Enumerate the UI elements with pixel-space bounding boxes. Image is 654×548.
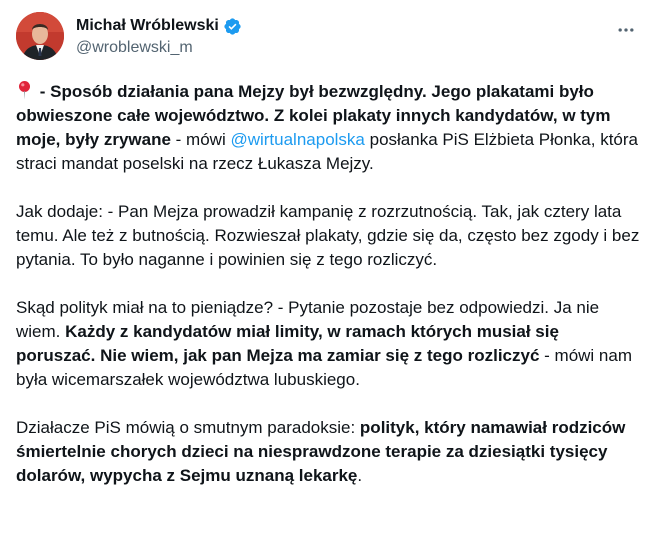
tweet-header	[16, 12, 638, 62]
more-options-icon[interactable]	[614, 18, 638, 42]
mention-link[interactable]: @wirtualnapolska	[230, 130, 365, 149]
tweet-text-segment: - mówi	[170, 130, 231, 149]
tweet-paragraph-4	[16, 416, 640, 488]
author-names	[76, 16, 242, 57]
pushpin-icon	[16, 80, 33, 100]
display-name-row	[76, 16, 242, 36]
tweet-text-segment: Jak dodaje: - Pan Mejza prowadził kampanię z rozrzutnością. Tak, jak cztery lata temu. Ale też z butnością. Rozwieszał plakaty, gdzie się da, często bez zgody i bez pytania. To było naganne i powinien się z tego rozliczyć.	[16, 202, 640, 269]
tweet-text-segment: .	[357, 466, 363, 485]
tweet-text	[16, 80, 640, 512]
author-display-name[interactable]: Michał Wróblewski	[76, 17, 219, 34]
tweet-text-segment: posłanka PiS Elżbieta Płonka, która straci mandat poselski na rzecz Łukasza Mejzy.	[16, 130, 638, 173]
verified-badge-icon	[223, 17, 242, 36]
tweet-bold-quote-2: Każdy z kandydatów miał limity, w ramach których musiał się poruszać. Nie wiem, jak pan Mejza ma zamiar się z tego rozliczyć	[16, 322, 559, 365]
avatar[interactable]	[16, 12, 64, 60]
tweet-paragraph-1	[16, 80, 640, 176]
tweet-text-segment: Skąd polityk miał na to pieniądze? - Pytanie pozostaje bez odpowiedzi. Ja nie wiem.	[16, 298, 600, 341]
tweet-bold-quote-1: - Sposób działania pana Mejzy był bezwzględny. Jego plakatami było obwieszone całe województwo. Z kolei plakaty innych kandydatów, w tym moje, były zrywane	[16, 82, 611, 149]
tweet-text-segment: - mówi nam była wicemarszałek województwa lubuskiego.	[16, 346, 632, 389]
tweet-paragraph-2	[16, 200, 640, 272]
tweet-bold-quote-3: polityk, który namawiał rodziców śmiertelnie chorych dzieci na niesprawdzone terapie za dziesiątki tysięcy dolarów, wypycha z Sejmu uznaną lekarkę	[16, 418, 626, 485]
author-handle[interactable]: @wroblewski_m	[76, 39, 193, 56]
tweet-paragraph-3	[16, 296, 640, 392]
tweet-text-segment: Działacze PiS mówią o smutnym paradoksie:	[16, 418, 360, 437]
